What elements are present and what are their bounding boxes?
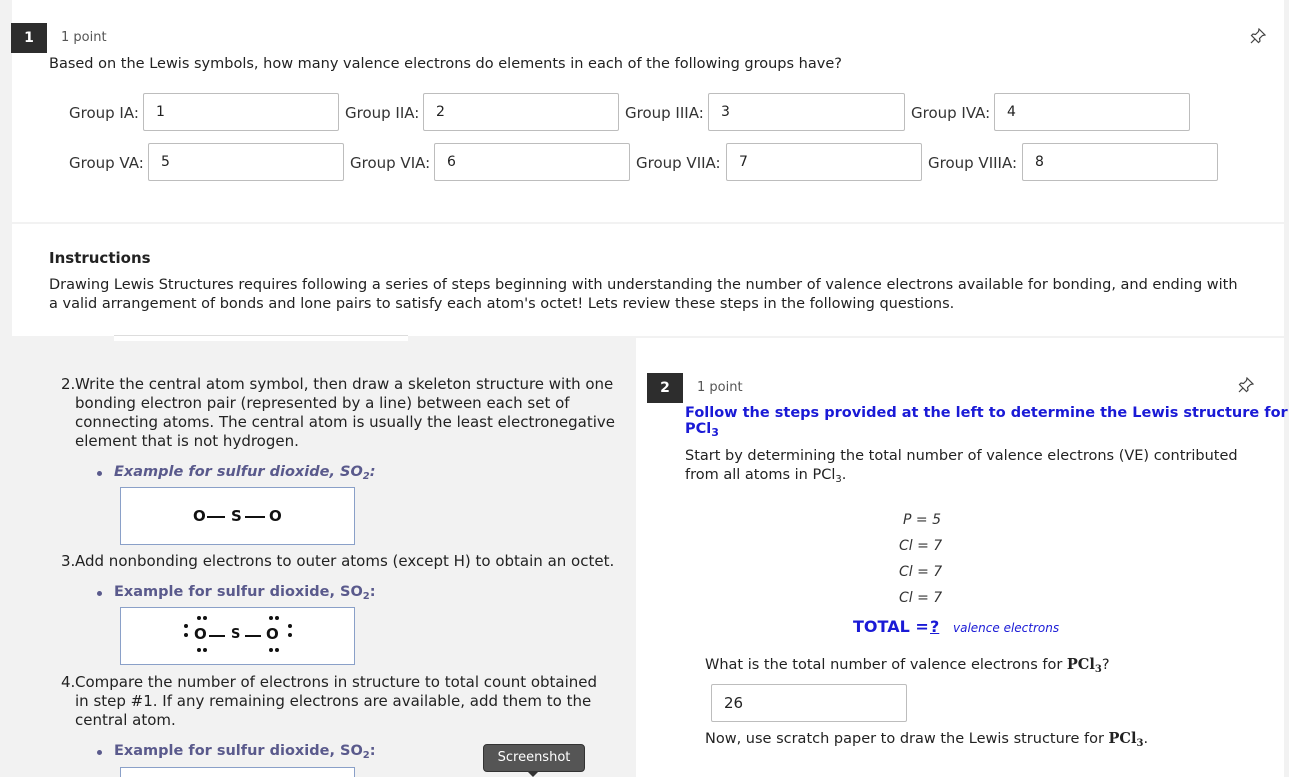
- bond-line: [245, 635, 261, 637]
- electron-dot: [203, 648, 207, 652]
- pin-icon[interactable]: [1238, 377, 1254, 393]
- step-2-line-4: element that is not hydrogen.: [75, 432, 299, 450]
- group-via-input[interactable]: 6: [434, 143, 630, 181]
- example-image-partial: [120, 767, 355, 777]
- step-2-line-2: bonding electron pair (represented by a line) between each set of: [75, 394, 570, 412]
- step-4-line-3: central atom.: [75, 711, 176, 729]
- group-iva-input[interactable]: 4: [994, 93, 1190, 131]
- group-iva-label: Group IVA:: [911, 104, 991, 122]
- valence-answer-input[interactable]: 26: [711, 684, 907, 722]
- sulfur-atom: S: [231, 507, 242, 525]
- instructions-title: Instructions: [49, 249, 151, 267]
- electron-dot: [197, 616, 201, 620]
- bullet: [97, 750, 102, 755]
- step-4-number: 4.: [61, 673, 76, 691]
- electron-dot: [197, 648, 201, 652]
- electron-dot: [184, 624, 188, 628]
- question-heading: Follow the steps provided at the left to determine the Lewis structure for PCl$_3$: [685, 405, 1288, 439]
- question-text: Based on the Lewis symbols, how many valence electrons do elements in each of the following groups have?: [49, 56, 842, 72]
- electron-dot: [275, 616, 279, 620]
- example-octet-image: [120, 607, 355, 665]
- group-viia-input[interactable]: 7: [726, 143, 922, 181]
- group-iiia-label: Group IIIA:: [625, 104, 704, 122]
- group-via-label: Group VIA:: [350, 154, 431, 172]
- electron-dot: [269, 616, 273, 620]
- bond-line: [209, 635, 225, 637]
- scratch-instruction: Now, use scratch paper to draw the Lewis structure for PCl$_3$.: [705, 730, 1149, 749]
- question-number: 1: [11, 23, 47, 53]
- step-4-line-2: in step #1. If any remaining electrons are available, add them to the: [75, 692, 592, 710]
- electron-dot: [203, 616, 207, 620]
- scrolled-content-edge: [114, 335, 408, 341]
- valence-question: What is the total number of valence electrons for PCl$_3$?: [705, 656, 1110, 675]
- example-label: Example for sulfur dioxide, $SO_2$:: [114, 743, 376, 761]
- group-viiia-label: Group VIIIA:: [928, 154, 1018, 172]
- points-label: 1 point: [697, 380, 743, 395]
- total-value: ?: [930, 617, 940, 636]
- oxygen-atom: O: [194, 625, 207, 643]
- tooltip-arrow: [527, 771, 539, 777]
- bullet: [97, 471, 102, 476]
- electron-dot: [288, 624, 292, 628]
- oxygen-atom: O: [269, 507, 282, 525]
- group-ia-label: Group IA:: [69, 104, 139, 122]
- oxygen-atom: O: [266, 625, 279, 643]
- step-4-line-1: Compare the number of electrons in structure to total count obtained: [75, 673, 598, 691]
- tally-cl: Cl = 7: [899, 590, 943, 606]
- points-label: 1 point: [61, 30, 107, 45]
- pin-icon[interactable]: [1250, 28, 1266, 44]
- total-label: TOTAL =: [853, 617, 929, 636]
- screenshot-tooltip[interactable]: Screenshot: [483, 744, 585, 772]
- step-2-line-3: connecting atoms. The central atom is usually the least electronegative: [75, 413, 615, 431]
- tally-cl: Cl = 7: [899, 564, 943, 580]
- group-va-label: Group VA:: [69, 154, 144, 172]
- bullet: [97, 591, 102, 596]
- step-3-text: Add nonbonding electrons to outer atoms (except H) to obtain an octet.: [75, 552, 615, 570]
- bond-line: [207, 516, 225, 518]
- electron-dot: [184, 633, 188, 637]
- group-ia-input[interactable]: 1: [143, 93, 339, 131]
- sulfur-atom: S: [231, 627, 241, 642]
- electron-dot: [275, 648, 279, 652]
- group-iiia-input[interactable]: 3: [708, 93, 905, 131]
- step-2-number: 2.: [61, 375, 76, 393]
- question-intro: Start by determining the total number of valence electrons (VE) contributed from all atoms in PCl$_3$.: [685, 448, 1238, 485]
- group-viia-label: Group VIIA:: [636, 154, 721, 172]
- group-iia-label: Group IIA:: [345, 104, 420, 122]
- bond-line: [245, 516, 265, 518]
- example-skeleton-image: [120, 487, 355, 545]
- question-number: 2: [647, 373, 683, 403]
- electron-dot: [288, 633, 292, 637]
- group-va-input[interactable]: 5: [148, 143, 344, 181]
- tally-p: P = 5: [903, 512, 941, 528]
- instructions-body: Drawing Lewis Structures requires following a series of steps beginning with understanding the number of valence electrons available for bonding, and ending with a valid arrangement of bonds and lone pairs to satisfy each atom's octet! Lets review these steps in the following questions.: [49, 277, 1238, 312]
- step-2-line-1: Write the central atom symbol, then draw a skeleton structure with one: [75, 375, 614, 393]
- example-label: Example for sulfur dioxide, $SO_2$:: [114, 584, 376, 602]
- example-label: Example for sulfur dioxide, $SO_2$:: [114, 464, 376, 482]
- total-unit: valence electrons: [953, 621, 1060, 635]
- group-iia-input[interactable]: 2: [423, 93, 619, 131]
- oxygen-atom: O: [193, 507, 206, 525]
- tally-cl: Cl = 7: [899, 538, 943, 554]
- electron-dot: [269, 648, 273, 652]
- step-3-number: 3.: [61, 552, 76, 570]
- group-viiia-input[interactable]: 8: [1022, 143, 1218, 181]
